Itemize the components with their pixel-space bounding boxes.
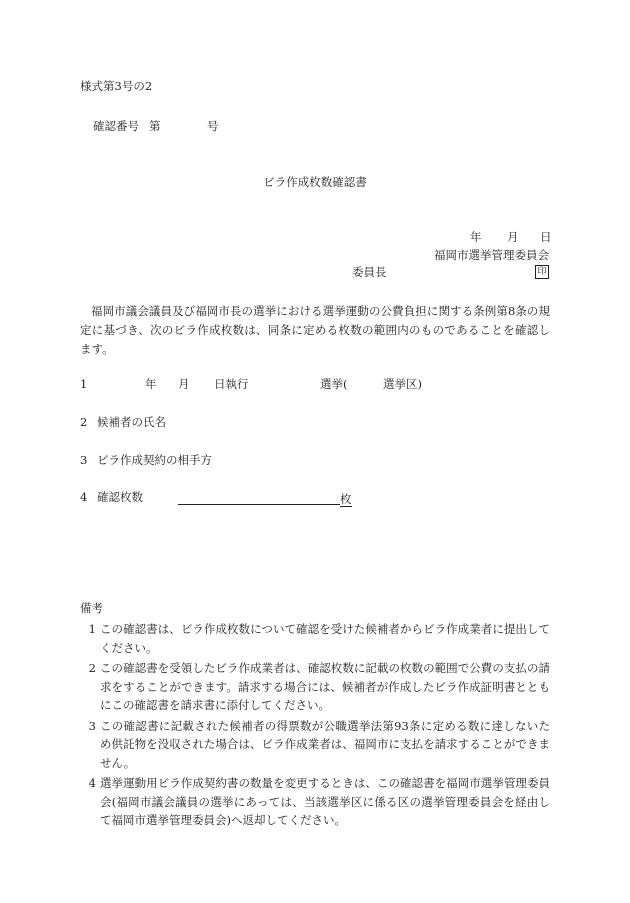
seal-box: 印 [535,265,549,279]
remark-item [80,620,550,657]
remark-item [80,774,550,830]
item2-label: 候補者の氏名 [97,415,166,429]
remark-number: 4 [88,776,96,790]
remark-number: 3 [88,718,96,733]
date-day: 日 [540,230,552,244]
item4-count-field [178,492,352,505]
body-paragraph: 福岡市議会議員及び福岡市長の選挙における選挙運動の公費負担に関する条例第8条の規定に基づき、次のビラ作成枚数は、同条に定める枚数の範囲内のものであることを確認します。 [80,304,550,356]
item1-district: 選挙区) [383,377,422,391]
remarks-heading: 備考 [80,601,103,615]
item1-year: 年 [145,377,157,391]
item1-day-held: 日執行 [214,377,249,391]
item1-election: 選挙( [320,377,348,391]
remark-text: この確認書を受領したビラ作成業者は、確認枚数に記載の枚数の範囲で公費の支払の請求をすることができます。請求する場合には、候補者が作成したビラ作成証明書とともにこの確認書を請求書に添付してください。 [100,661,550,712]
remark-text: この確認書に記載された候補者の得票数が公職選挙法第93条に定める数に達しないため供託物を没収された場合は、ビラ作成業者は、福岡市に支払を請求することができません。 [100,718,550,770]
remark-number: 2 [88,661,96,675]
item4-label: 確認枚数 [97,490,143,504]
confirmation-number-suffix: 号 [207,119,219,133]
item4-unit: 枚 [340,491,352,506]
item1-month: 月 [178,377,190,391]
document-title: ビラ作成枚数確認書 [263,175,367,189]
date-month: 月 [507,230,519,244]
count-underline [178,492,340,505]
seal-mark [533,265,549,279]
item1-number: 1 [80,377,88,391]
remark-item [80,717,550,773]
remark-number: 1 [88,622,96,636]
date-year: 年 [470,230,482,244]
item3-label: ビラ作成契約の相手方 [97,453,212,467]
issuer-position: 委員長 [352,265,387,279]
confirmation-number-prefix: 第 [149,119,161,133]
remark-text: 選挙運動用ビラ作成契約書の数量を変更するときは、この確認書を福岡市選挙管理委員会(福岡市議会議員の選挙にあっては、当該選挙区に係る区の選挙管理委員会を経由して福岡市選挙管理委員会)へ返却してください。 [100,776,550,827]
remarks-list [80,620,550,832]
form-number: 様式第3号の2 [80,79,153,93]
confirmation-number-label: 確認番号 [93,119,139,133]
item3-number: 3 [80,453,88,467]
item4-number: 4 [80,490,88,504]
remark-item [80,659,550,715]
remark-text: この確認書は、ビラ作成枚数について確認を受けた候補者からビラ作成業者に提出してください。 [100,622,550,655]
item2-number: 2 [80,415,88,429]
issuer-org: 福岡市選挙管理委員会 [434,248,549,262]
